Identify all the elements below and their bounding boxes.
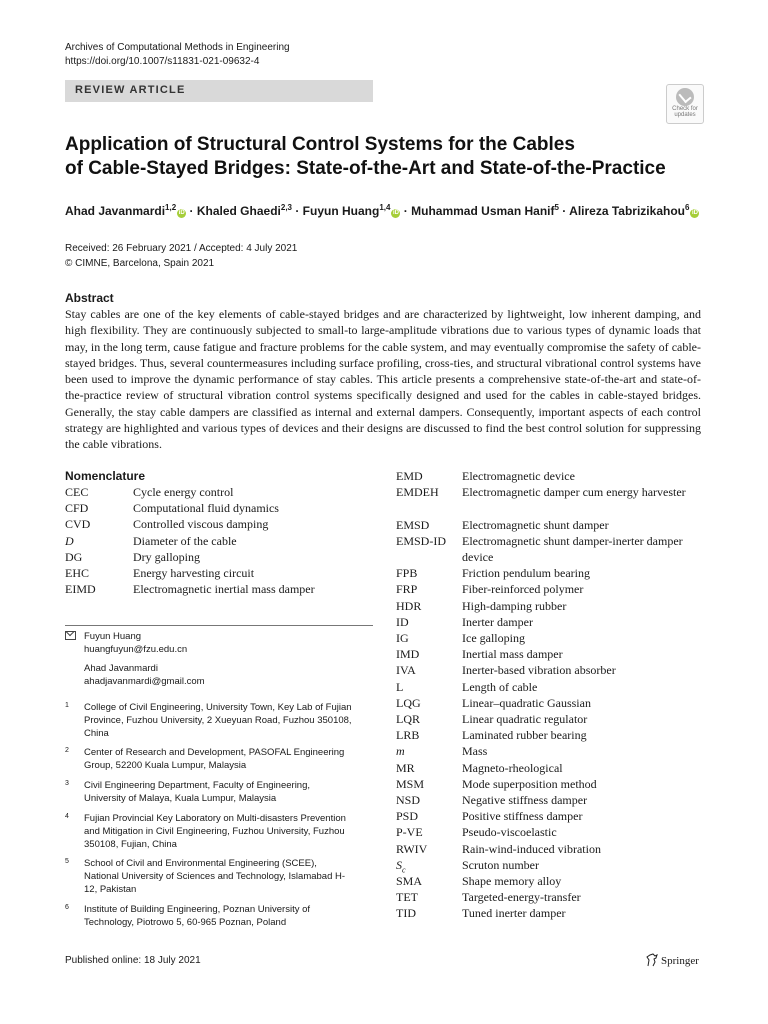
nomenclature-entry: [396, 792, 716, 808]
nomenclature-heading: Nomenclature: [65, 469, 146, 483]
nomenclature-entry: [396, 727, 716, 743]
nomenclature-entry: [396, 533, 716, 565]
mail-icon: [65, 631, 76, 640]
nomenclature-abbreviation: EMSD: [396, 517, 430, 532]
nomenclature-definition: Scruton number: [462, 857, 539, 872]
nomenclature-definition: Magneto-rheological: [462, 760, 563, 775]
orcid-icon[interactable]: iD: [691, 210, 698, 216]
author-separator: ·: [186, 204, 197, 218]
nomenclature-entry: [396, 824, 716, 840]
nomenclature-definition: Mode superposition method: [462, 776, 597, 791]
nomenclature-definition: Laminated rubber bearing: [462, 728, 587, 743]
nomenclature-abbreviation: IMD: [396, 647, 420, 662]
author-separator: ·: [558, 204, 570, 218]
footnote-divider: [65, 625, 373, 626]
author-separator: ·: [292, 204, 303, 218]
article-title: [65, 133, 725, 181]
author-list: [65, 203, 745, 218]
title-line-2: of Cable-Stayed Bridges: State-of-the-Art and State-of-the-Practice: [65, 158, 666, 179]
nomenclature-abbreviation: LQG: [396, 695, 421, 710]
nomenclature-definition: Mass: [462, 744, 488, 759]
nomenclature-definition: Friction pendulum bearing: [462, 566, 590, 581]
contact-email-1[interactable]: huangfuyun@fzu.edu.cn: [84, 644, 188, 655]
received-accepted: Received: 26 February 2021 / Accepted: 4 July 2021: [65, 243, 298, 254]
nomenclature-abbreviation: NSD: [396, 793, 421, 807]
nomenclature-definition: Computational fluid dynamics: [133, 501, 279, 516]
nomenclature-entry: [396, 905, 716, 921]
nomenclature-abbreviation: TID: [396, 906, 416, 921]
nomenclature-definition: Inertial mass damper: [462, 647, 563, 662]
published-online: Published online: 18 July 2021: [65, 955, 201, 966]
affiliation-text: Fujian Provincial Key Laboratory on Multi-disasters Prevention and Mitigation in Civil Engineering, Fuzhou University, Fuzhou 350108, Fujian, China: [84, 813, 346, 850]
nomenclature-entry: [396, 468, 716, 484]
nomenclature-entry: [396, 646, 716, 662]
affiliation-number: 2: [65, 747, 69, 754]
nomenclature-abbreviation: EHC: [65, 566, 89, 580]
nomenclature-entry: [65, 581, 365, 597]
nomenclature-entry: [396, 743, 716, 759]
nomenclature-definition: Electromagnetic inertial mass damper: [133, 582, 315, 597]
nomenclature-abbreviation: FPB: [396, 566, 418, 581]
author-name: Fuyun Huang: [302, 204, 380, 218]
nomenclature-abbreviation: IG: [396, 631, 409, 645]
nomenclature-definition: Fiber-reinforced polymer: [462, 582, 584, 597]
nomenclature-definition: Electromagnetic damper cum energy harvester: [462, 485, 686, 500]
article-type-banner: [65, 80, 373, 102]
publisher-logo: [646, 953, 699, 967]
affiliation-number: 1: [65, 702, 69, 709]
affiliation-text: College of Civil Engineering, University Town, Key Lab of Fujian Province, Fuzhou University, 2 Xueyuan Road, Fuzhou 350108, China: [84, 702, 352, 739]
nomenclature-entry: [396, 760, 716, 776]
author-affiliation-ref: 1,2: [165, 203, 177, 212]
nomenclature-entry: [396, 711, 716, 727]
nomenclature-abbreviation: EMD: [396, 469, 423, 483]
nomenclature-definition: Controlled viscous damping: [133, 517, 269, 532]
author-name: Ahad Javanmardi: [65, 204, 166, 218]
author-affiliation-ref: 5: [554, 203, 559, 212]
nomenclature-abbreviation: FRP: [396, 582, 418, 597]
author-affiliation-ref: 6: [684, 203, 690, 212]
nomenclature-abbreviation: DG: [65, 549, 83, 564]
abstract-heading: Abstract: [65, 291, 114, 305]
affiliation-number: 5: [65, 858, 69, 865]
article-dates: [65, 241, 297, 271]
springer-horse-icon: [646, 953, 658, 967]
journal-name: Archives of Computational Methods in Engineering: [65, 42, 290, 53]
check-updates-line2: updates: [674, 112, 696, 118]
nomenclature-abbreviation: IVA: [396, 663, 416, 678]
author-name: Muhammad Usman Hanif: [411, 204, 555, 218]
affiliation-text: Institute of Building Engineering, Poznan University of Technology, Piotrowo 5, 60-965 Poznan, Poland: [84, 904, 311, 928]
nomenclature-entry: [396, 614, 716, 630]
nomenclature-definition: Ice galloping: [462, 631, 525, 645]
author-name: Khaled Ghaedi: [196, 204, 281, 218]
nomenclature-definition: Electromagnetic shunt damper-inerter damper device: [462, 533, 683, 564]
author-affiliation-ref: 2,3: [280, 203, 292, 212]
nomenclature-entry: [396, 662, 716, 678]
nomenclature-abbreviation: HDR: [396, 598, 422, 613]
nomenclature-entry: [396, 873, 716, 889]
nomenclature-abbreviation: L: [396, 679, 404, 694]
nomenclature-definition: Inerter damper: [462, 614, 533, 629]
nomenclature-abbreviation: P-VE: [396, 825, 423, 840]
nomenclature-entry: [396, 695, 716, 711]
nomenclature-definition: Positive stiffness damper: [462, 809, 583, 824]
nomenclature-definition: Pseudo-viscoelastic: [462, 825, 557, 840]
nomenclature-entry: [396, 598, 716, 614]
nomenclature-abbreviation: EIMD: [65, 582, 96, 597]
check-for-updates-badge[interactable]: [666, 84, 704, 124]
nomenclature-entry: [65, 484, 365, 500]
orcid-icon[interactable]: iD: [392, 210, 399, 216]
nomenclature-entry: [65, 549, 365, 565]
contact-email-2[interactable]: ahadjavanmardi@gmail.com: [84, 676, 205, 687]
nomenclature-entry: [396, 857, 716, 873]
nomenclature-entry: [396, 808, 716, 824]
contact-name-2: Ahad Javanmardi: [84, 663, 158, 674]
nomenclature-abbreviation: ID: [396, 614, 409, 629]
nomenclature-abbreviation: $S_c$: [396, 857, 406, 875]
author-separator: ·: [400, 204, 412, 218]
nomenclature-abbreviation: CVD: [65, 517, 91, 532]
nomenclature-entry: [396, 517, 716, 533]
nomenclature-abbreviation: EMSD-ID: [396, 533, 446, 548]
nomenclature-definition: Tuned inerter damper: [462, 906, 566, 921]
nomenclature-definition: Length of cable: [462, 679, 538, 694]
nomenclature-definition: High-damping rubber: [462, 598, 567, 613]
nomenclature-entry: [396, 841, 716, 857]
nomenclature-abbreviation: LQR: [396, 712, 420, 726]
nomenclature-entry: [65, 516, 365, 532]
author-affiliation-ref: 1,4: [379, 203, 391, 212]
nomenclature-abbreviation: CFD: [65, 501, 89, 516]
affiliation-number: 4: [65, 813, 69, 820]
nomenclature-abbreviation: SMA: [396, 874, 423, 888]
affiliation-text: School of Civil and Environmental Engineering (SCEE), National University of Sciences and Technology, Islamabad H-12, Pakistan: [84, 858, 346, 895]
nomenclature-entry: [396, 776, 716, 792]
check-updates-line1: Check for: [672, 106, 698, 112]
nomenclature-abbreviation: m: [396, 744, 405, 759]
author-name: Alireza Tabrizikahou: [569, 204, 685, 218]
nomenclature-abbreviation: MR: [396, 760, 415, 775]
nomenclature-entry: [65, 500, 365, 516]
article-type-label: REVIEW ARTICLE: [75, 84, 186, 96]
nomenclature-definition: Linear quadratic regulator: [462, 712, 588, 726]
title-line-1: Application of Structural Control Systems for the Cables: [65, 134, 575, 155]
nomenclature-abbreviation: EMDEH: [396, 485, 439, 500]
contact-name-1: Fuyun Huang: [84, 631, 142, 642]
nomenclature-definition: Shape memory alloy: [462, 874, 562, 888]
nomenclature-entry: [396, 679, 716, 695]
nomenclature-abbreviation: LRB: [396, 728, 420, 743]
journal-header: [65, 41, 290, 69]
nomenclature-entry: [396, 889, 716, 905]
nomenclature-definition: Dry galloping: [133, 549, 200, 564]
nomenclature-entry: [396, 630, 716, 646]
nomenclature-abbreviation: MSM: [396, 776, 425, 791]
abstract-body: Stay cables are one of the key elements of cable-stayed bridges and are characterized by lightweight, low inherent damping, and high flexibility. They are continuously subjected to small-to large-amplitude vibrations due to various types of dynamic loads that may, in the long term, cause fatigue and fracture problems for the cable system, and may eventually compromise the safety of cable-stayed bridges. Thus, several countermeasures including surface profiling, cross-ties, and structural vibrational control systems have been used to improve the dynamic performance of stay cables. This article presents a comprehensive state-of-the-art and state-of-the-practice review of structural vibration control systems specifically designed and used for the cables in cable-stayed bridges. Generally, the stay cable dampers are classified as internal and external dampers. Consequently, important aspects of each control strategy are highlighted and various types of devices and their designs are discussed to find the best control solution for suppressing the cable vibrations.: [65, 307, 701, 452]
nomenclature-definition: Targeted-energy-transfer: [462, 890, 581, 905]
affiliation-text: Center of Research and Development, PASOFAL Engineering Group, 52200 Kuala Lumpur, Malaysia: [84, 747, 345, 771]
nomenclature-abbreviation: D: [65, 533, 74, 548]
check-updates-icon: [676, 88, 694, 106]
nomenclature-entry: [65, 533, 365, 549]
affiliation-text: Civil Engineering Department, Faculty of Engineering, University of Malaya, Kuala Lumpur, Malaysia: [84, 780, 311, 804]
nomenclature-definition: Energy harvesting circuit: [133, 566, 255, 580]
doi-link[interactable]: https://doi.org/10.1007/s11831-021-09632-4: [65, 56, 260, 67]
nomenclature-entry: [65, 565, 365, 581]
orcid-icon[interactable]: iD: [178, 210, 185, 216]
publisher-name: Springer: [661, 955, 699, 967]
nomenclature-definition: Inerter-based vibration absorber: [462, 663, 616, 678]
nomenclature-definition: Electromagnetic shunt damper: [462, 517, 609, 532]
nomenclature-entry: [396, 484, 716, 516]
affiliation-number: 6: [65, 904, 69, 911]
nomenclature-definition: Electromagnetic device: [462, 469, 575, 483]
nomenclature-definition: Diameter of the cable: [133, 533, 237, 548]
nomenclature-abbreviation: PSD: [396, 809, 419, 824]
copyright: © CIMNE, Barcelona, Spain 2021: [65, 258, 215, 269]
nomenclature-definition: Negative stiffness damper: [462, 793, 588, 807]
nomenclature-definition: Cycle energy control: [133, 485, 234, 499]
nomenclature-entry: [396, 565, 716, 581]
affiliation-number: 3: [65, 780, 69, 787]
nomenclature-abbreviation: CEC: [65, 485, 89, 499]
nomenclature-definition: Linear–quadratic Gaussian: [462, 695, 591, 710]
nomenclature-abbreviation: TET: [396, 890, 418, 905]
nomenclature-entry: [396, 581, 716, 597]
nomenclature-definition: Rain-wind-induced vibration: [462, 841, 601, 856]
nomenclature-abbreviation: RWIV: [396, 841, 428, 856]
